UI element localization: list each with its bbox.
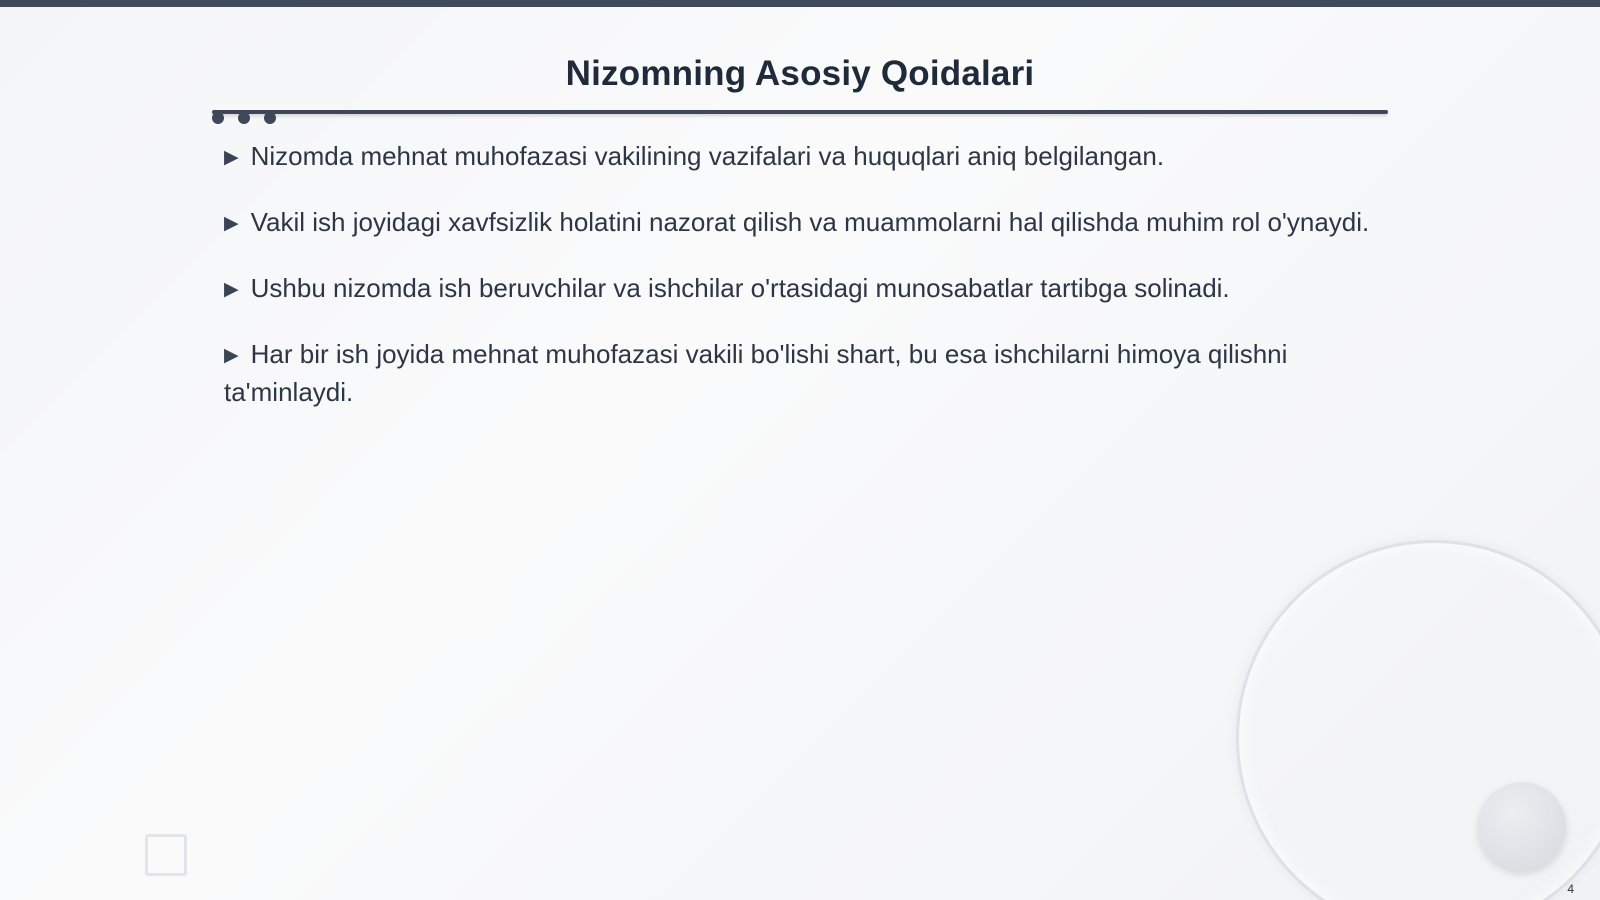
decorative-dot [238,112,250,124]
bullet-item [224,138,1374,176]
slide-title: Nizomning Asosiy Qoidalari [565,54,1035,93]
bullet-text: Vakil ish joyidagi xavfsizlik holatini nazorat qilish va muammolarni hal qilishda muhim rol o'ynaydi. [250,207,1370,237]
decorative-dot [264,112,276,124]
bullet-text: Ushbu nizomda ish beruvchilar va ishchilar o'rtasidagi munosabatlar tartibga solinadi. [250,273,1230,303]
decorative-sphere [1478,782,1566,870]
decorative-square [145,834,187,876]
title-underline [212,110,1388,114]
bullet-text: Nizomda mehnat muhofazasi vakilining vazifalari va huquqlari aniq belgilangan. [250,141,1165,171]
bullet-item [224,270,1374,308]
bullet-item [224,204,1374,242]
triangle-bullet-icon: ▶ [224,147,239,168]
page-number: 4 [1567,882,1574,896]
bullet-text: Har bir ish joyida mehnat muhofazasi vakili bo'lishi shart, bu esa ishchilarni himoya qilishni ta'minlaydi. [224,339,1288,407]
triangle-bullet-icon: ▶ [224,279,239,300]
triangle-bullet-icon: ▶ [224,345,239,366]
bullet-list [224,138,1374,438]
decorative-dot [212,112,224,124]
top-accent-bar [0,0,1600,7]
bullet-item [224,336,1374,410]
triangle-bullet-icon: ▶ [224,213,239,234]
